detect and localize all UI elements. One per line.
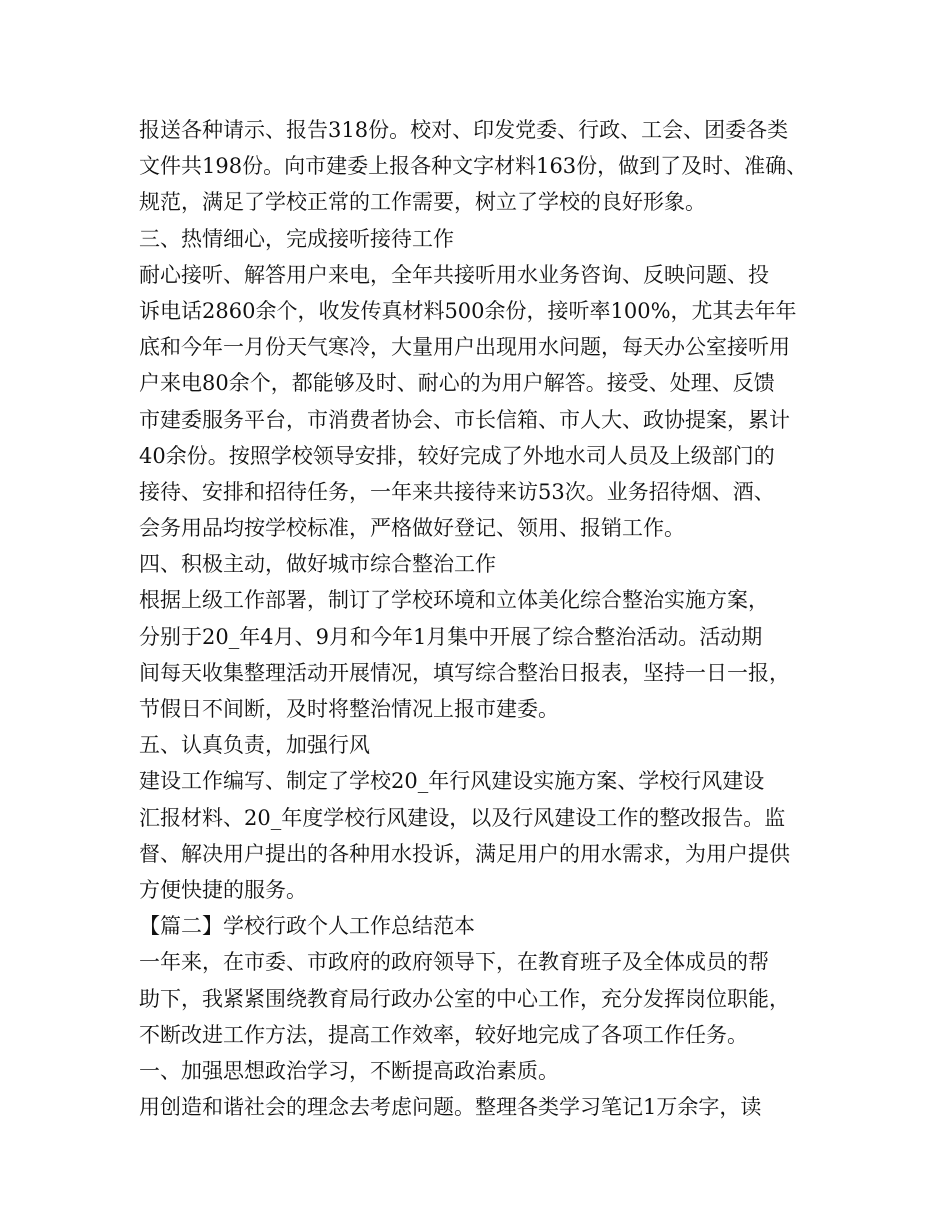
text-line: 不断改进工作方法，提高工作效率，较好地完成了各项工作任务。	[139, 1022, 748, 1047]
text-line: 一年来，在市委、市政府的政府领导下，在教育班子及全体成员的帮	[139, 950, 769, 975]
text-line: 督、解决用户提出的各种用水投诉，满足用户的用水需求，为用户提供	[139, 841, 790, 866]
section-heading-5: 五、认真负责，加强行风	[139, 733, 370, 758]
text-line: 根据上级工作部署，制订了学校环境和立体美化综合整治实施方案，	[139, 588, 769, 613]
text-line: 汇报材料、20_年度学校行风建设，以及行风建设工作的整改报告。监	[139, 805, 786, 830]
section-heading-3: 三、热情细心，完成接听接待工作	[139, 226, 454, 251]
text-line: 规范，满足了学校正常的工作需要，树立了学校的良好形象。	[139, 190, 706, 215]
text-line: 文件共198份。向市建委上报各种文字材料163份，做到了及时、准确、	[139, 154, 808, 179]
text-line: 分别于20_年4月、9月和今年1月集中开展了综合整治活动。活动期	[139, 624, 763, 649]
text-line: 诉电话2860余个，收发传真材料500余份，接听率100%，尤其去年年	[139, 298, 797, 323]
text-line: 助下，我紧紧围绕教育局行政办公室的中心工作，充分发挥岗位职能，	[139, 986, 790, 1011]
text-line: 会务用品均按学校标准，严格做好登记、领用、报销工作。	[139, 516, 685, 541]
text-line: 耐心接听、解答用户来电，全年共接听用水业务咨询、反映问题、投	[139, 262, 769, 287]
text-line: 40余份。按照学校领导安排，较好完成了外地水司人员及上级部门的	[139, 443, 775, 468]
text-line: 底和今年一月份天气寒冷，大量用户出现用水问题，每天办公室接听用	[139, 335, 790, 360]
section-heading-1: 一、加强思想政治学习，不断提高政治素质。	[139, 1058, 559, 1083]
text-line: 间每天收集整理活动开展情况，填写综合整治日报表，坚持一日一报，	[139, 660, 790, 685]
text-line: 户来电80余个，都能够及时、耐心的为用户解答。接受、处理、反馈	[139, 371, 775, 396]
text-line: 接待、安排和招待任务，一年来共接待来访53次。业务招待烟、酒、	[139, 479, 775, 504]
body-text	[139, 112, 829, 1125]
text-line: 用创造和谐社会的理念去考虑问题。整理各类学习笔记1万余字，读	[139, 1095, 762, 1120]
text-line: 报送各种请示、报告318份。校对、印发党委、行政、工会、团委各类	[139, 118, 789, 142]
section-heading-4: 四、积极主动，做好城市综合整治工作	[139, 552, 496, 577]
text-line: 市建委服务平台，市消费者协会、市长信箱、市人大、政协提案，累计	[139, 407, 790, 432]
text-line: 建设工作编写、制定了学校20_年行风建设实施方案、学校行风建设	[139, 769, 765, 794]
text-line: 节假日不间断，及时将整治情况上报市建委。	[139, 697, 559, 721]
text-line: 方便快捷的服务。	[139, 877, 307, 902]
article-heading: 【篇二】学校行政个人工作总结范本	[139, 914, 475, 939]
